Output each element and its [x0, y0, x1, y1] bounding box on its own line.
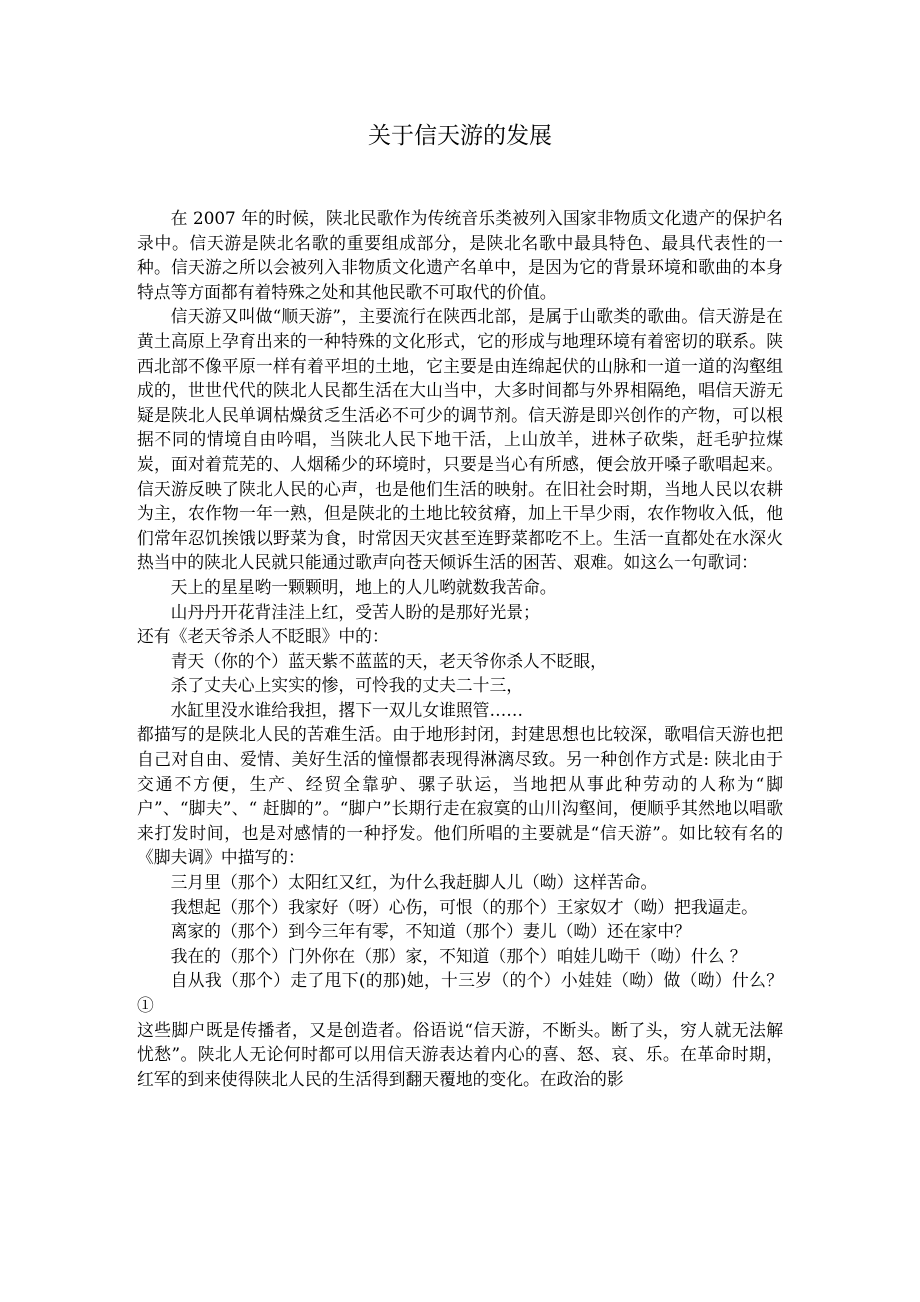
- paragraph-shuntianyou: 信天游又叫做“顺天游”，主要流行在陕西北部，是属于山歌类的歌曲。信天游是在黄土高原上孕育出来的一种特殊的文化形式，它的形成与地理环境有着密切的联系。陕西北部不像平原一样有着平坦的土地，它主要是由连绵起伏的山脉和一道一道的沟壑组成的，世世代代的陕北人民都生活在大山当中，大多时间都与外界相隔绝，唱信天游无疑是陕北人民单调枯燥贫乏生活必不可少的调节剂。信天游是即兴创作的产物，可以根据不同的情境自由吟唱，当陕北人民下地干活，上山放羊，进林子砍柴，赶毛驴拉煤炭，面对着荒芜的、人烟稀少的环境时，只要是当心有所感，便会放开嗓子歌唱起来。信天游反映了陕北人民的心声，也是他们生活的映射。在旧社会时期，当地人民以农耕为主，农作物一年一熟，但是陕北的土地比较贫瘠，加上干旱少雨，农作物收入低，他们常年忍饥挨饿以野菜为食，时常因天灾甚至连野菜都吃不上。生活一直都处在水深火热当中的陕北人民就只能通过歌声向苍天倾诉生活的困苦、艰难。如这么一句歌词：: [137, 306, 783, 573]
- lyric-line: 三月里（那个）太阳红又红，为什么我赶脚人儿（呦）这样苦命。: [170, 872, 658, 893]
- document-title: 关于信天游的发展: [368, 123, 552, 149]
- document-body: [137, 206, 783, 1091]
- paragraph-laotianye-intro: 还有《老天爷杀人不眨眼》中的：: [137, 626, 389, 647]
- lyric-line: 天上的星星哟一颗颗明，地上的人儿哟就数我苦命。: [170, 576, 557, 597]
- lyric-line: 我在的（那个）门外你在（那）家，不知道（那个）咱娃儿呦干（呦）什么 ？: [170, 945, 747, 966]
- paragraph-revolution: 这些脚户既是传播者，又是创造者。俗语说“信天游，不断头。断了头，穷人就无法解忧愁”。陕北人无论何时都可以用信天游表达着内心的喜、怒、哀、乐。在革命时期，红军的到来使得陕北人民的生活得到翻天覆地的变化。在政治的影: [137, 1019, 783, 1089]
- lyric-line: 杀了丈夫心上实实的惨，可怜我的丈夫二十三，: [170, 675, 524, 696]
- lyric-line: 青天（你的个）蓝天紫不蓝蓝的天，老天爷你杀人不眨眼，: [170, 650, 607, 671]
- lyric-line: 山丹丹开花背洼洼上红，受苦人盼的是那好光景；: [170, 601, 540, 622]
- paragraph-intro: 在 2007 年的时候，陕北民歌作为传统音乐类被列入国家非物质文化遗产的保护名录中。信天游是陕北名歌的重要组成部分，是陕北名歌中最具特色、最具代表性的一种。信天游之所以会被列入非物质文化遗产名单中，是因为它的背景环境和歌曲的本身特点等方面都有着特殊之处和其他民歌不可取代的价值。: [137, 208, 783, 302]
- lyric-line: 我想起（那个）我家好（呀）心伤，可恨（的那个）王家奴才（呦）把我逼走。: [170, 896, 758, 917]
- lyric-line: 离家的（那个）到今三年有零，不知道（那个）妻儿（呦）还在家中？: [170, 921, 691, 942]
- lyric-line: 自从我（那个）走了甩下(的那)她，十三岁（的个）小娃娃（呦）做（呦）什么？①: [137, 970, 783, 1015]
- paragraph-jiaohu: 都描写的是陕北人民的苦难生活。由于地形封闭，封建思想也比较深，歌唱信天游也把自己对自由、爱情、美好生活的憧憬都表现得淋漓尽致。另一种创作方式是: 陕北由于交通不方便，生产、经贸全靠驴、骡子驮运，当地把从事此种劳动的人称为“脚户”、“脚夫”、“ 赶脚的”。“脚户”长期行走在寂寞的山川沟壑间，便顺乎其然地以唱歌来打发时间，也是对感情的一种抒发。他们所唱的主要就是“信天游”。如比较有名的《脚夫调》中描写的：: [137, 724, 783, 868]
- lyric-line: 水缸里没水谁给我担，撂下一双儿女谁照管……: [170, 699, 524, 720]
